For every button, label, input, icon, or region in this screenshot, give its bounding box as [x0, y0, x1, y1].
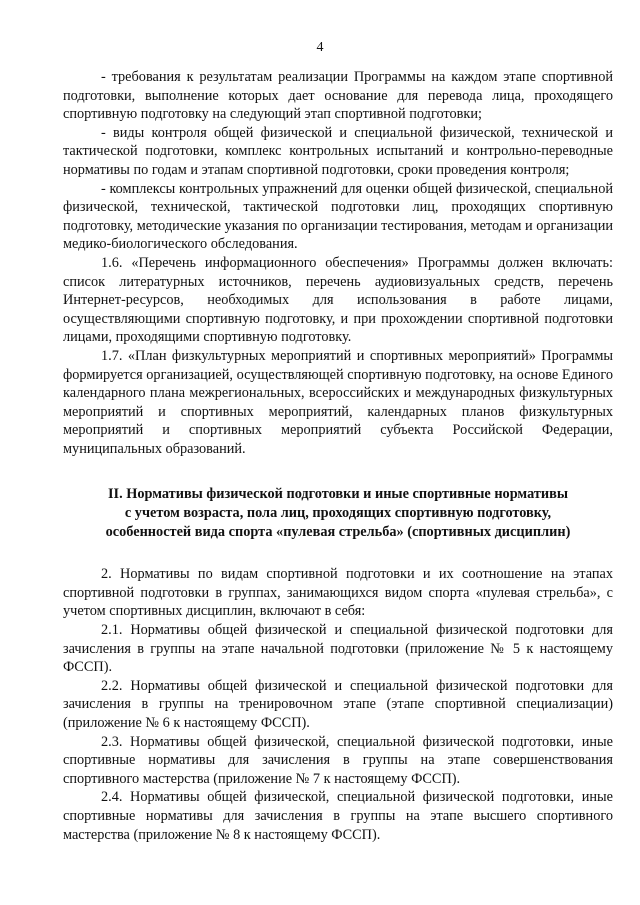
paragraph-1-6: 1.6. «Перечень информационного обеспечения» Программы должен включать: список литературных источников, перечень аудиовизуальных средств, перечень Интернет-ресурсов, необходимых для использования в работе лицами, осуществляющими спортивную подготовку, и при прохождении спортивной подготовки лицами, проходящими спортивную подготовку.: [63, 254, 613, 346]
paragraph-control-exercises: - комплексы контрольных упражнений для оценки общей физической, специальной физической, технической, тактической подготовки лиц, проходящих спортивную подготовку, методические указания по организации тестирования, методам и организации медико-биологического обследования.: [63, 180, 613, 253]
heading-line: с учетом возраста, пола лиц, проходящих спортивную подготовку,: [124, 505, 552, 522]
paragraph-2-1: 2.1. Нормативы общей физической и специальной физической подготовки для зачисления в группы на этапе начальной подготовки (приложение № 5 к настоящему ФССП).: [63, 622, 613, 676]
paragraph-requirements: - требования к результатам реализации Программы на каждом этапе спортивной подготовки, выполнение которых дает основание для перевода лица, проходящего спортивную подготовку на следующий этап спортивной подготовки;: [63, 69, 613, 123]
paragraph-1-7: 1.7. «План физкультурных мероприятий и спортивных мероприятий» Программы формируется организацией, осуществляющей спортивную подготовку, на основе Единого календарного плана межрегиональных, всероссийских и международных физкультурных мероприятий и спортивных мероприятий, календарных планов физкультурных мероприятий и спортивных мероприятий субъекта Российской Федерации, муниципальных образований.: [63, 347, 613, 457]
document-body: [63, 68, 613, 844]
page-number: 4: [316, 40, 324, 55]
paragraph-2-3: 2.3. Нормативы общей физической, специальной физической подготовки, иные спортивные нормативы для зачисления в группы на этапе совершенствования спортивного мастерства (приложение № 7 к настоящему ФССП).: [63, 733, 613, 787]
paragraph-2-2: 2.2. Нормативы общей физической и специальной физической подготовки для зачисления в группы на тренировочном этапе (этапе спортивной специализации) (приложение № 6 к настоящему ФССП).: [63, 677, 613, 731]
paragraph-control-types: - виды контроля общей физической и специальной физической, технической и тактической подготовки, комплекс контрольных испытаний и контрольно-переводные нормативы по годам и этапам спортивной подготовки, сроки проведения контроля;: [63, 124, 613, 178]
heading-line: особенностей вида спорта «пулевая стрельба» (спортивных дисциплин): [105, 523, 571, 540]
section-heading-ii: [63, 485, 613, 541]
paragraph-2: 2. Нормативы по видам спортивной подготовки и их соотношение на этапах спортивной подготовки в группах, занимающихся видом спорта «пулевая стрельба», с учетом спортивных дисциплин, включают в себя:: [63, 566, 613, 620]
paragraph-2-4: 2.4. Нормативы общей физической, специальной физической подготовки, иные спортивные нормативы для зачисления в группы на этапе высшего спортивного мастерства (приложение № 8 к настоящему ФССП).: [63, 789, 613, 843]
heading-line: II. Нормативы физической подготовки и иные спортивные нормативы: [107, 486, 568, 503]
